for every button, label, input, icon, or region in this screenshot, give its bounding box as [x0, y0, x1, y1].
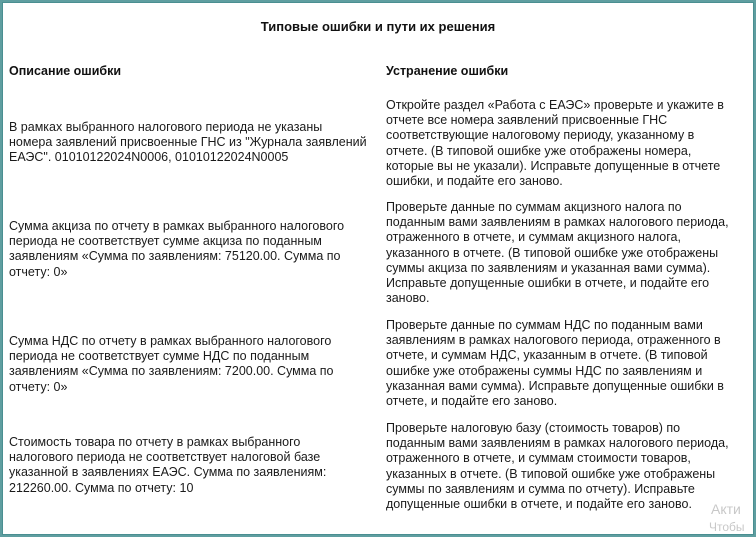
row-2-description: Сумма акциза по отчету в рамках выбранного налогового периода не соответствует сумме акциза по поданным заявлениям «Сумма по заявлениям: 75120.00. Сумма по отчету: 0» [9, 219, 345, 279]
errors-panel [2, 2, 754, 535]
row-1-resolution: Откройте раздел «Работа с ЕАЭС» проверьте и укажите в отчете все номера заявлений присвоенные ГНС соответствующие налоговому периоду, указанному в отчете. (В типовой ошибке уже отображены номера, которые вы не указали). Исправьте допущенные в отчете ошибки, и подайте его заново. [386, 98, 724, 189]
row-4-description: Стоимость товара по отчету в рамках выбранного налогового периода не соответствует налоговой базе указанной в заявлениях ЕАЭС. Сумма по заявлениям: 212260.00. Сумма по отчету: 10 [9, 435, 327, 495]
row-1-description: В рамках выбранного налогового периода не указаны номера заявлений присвоенные ГНС из "Журнала заявлений ЕАЭС". 01010122024N0006, 01010122024N0005 [9, 120, 367, 165]
column-header-description: Описание ошибки [9, 64, 122, 78]
row-3-resolution: Проверьте данные по суммам НДС по поданным вами заявлениям в рамках налогового периода, отраженного в отчете, и суммам НДС, указанным в отчете. (В типовой ошибке уже отображены суммы НДС по заявлениям и указанная вами сумма). Исправьте допущенные ошибки в отчете, и подайте его заново. [386, 318, 724, 409]
column-header-resolution: Устранение ошибки [386, 64, 509, 78]
panel-title: Типовые ошибки и пути их решения [260, 19, 496, 34]
row-4-resolution: Проверьте налоговую базу (стоимость товаров) по поданным вами заявлениям в рамках налогового периода, отраженного в отчете, и суммам стоимости товаров, указанных в отчете. (В типовой ошибке уже отображены суммы по заявлениям и сумма по отчету). Исправьте допущенные ошибки в отчете, и подайте его заново. [386, 421, 729, 512]
activation-watermark-line1: Акти [711, 501, 741, 517]
row-3-description: Сумма НДС по отчету в рамках выбранного налогового периода не соответствует сумме НДС по поданным заявлениям «Сумма по заявлениям: 7200.00. Сумма по отчету: 0» [9, 334, 334, 394]
activation-watermark-line2: Чтобы [709, 520, 745, 534]
row-2-resolution: Проверьте данные по суммам акцизного налога по поданным вами заявлениям в рамках налогового периода, отраженного в отчете, и суммам акцизного налога, указанного в отчете. (В типовой ошибке уже отображены суммы акциза по заявлениям и указанная вами сумма). Исправьте допущенные ошибки в отчете, и подайте его заново. [386, 200, 729, 306]
